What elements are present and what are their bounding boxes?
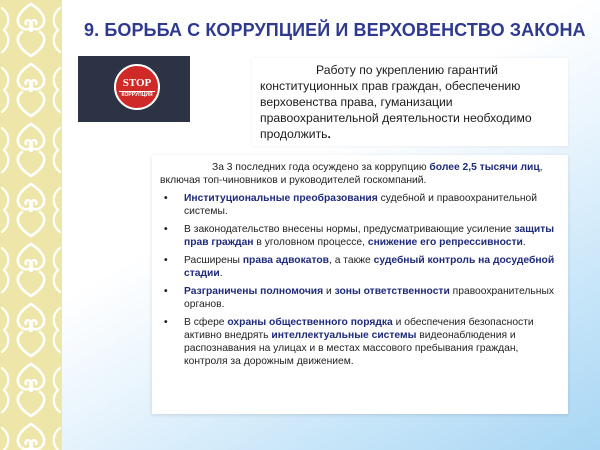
highlight-text: Институциональные преобразования	[184, 193, 378, 204]
body-text: .	[522, 237, 526, 248]
intro-text-box	[252, 58, 568, 146]
body-text: , а также	[329, 255, 374, 266]
list-item	[160, 254, 560, 280]
highlight-text: права адвокатов	[242, 255, 329, 266]
body-text: и обеспечения безопасности активно внедрять	[184, 317, 534, 341]
highlight-text: зоны ответственности	[334, 286, 450, 297]
main-content-box	[152, 155, 568, 414]
body-text: в уголовном процессе,	[253, 237, 368, 248]
highlight-text: судебный контроль на досудебной стадии	[184, 255, 555, 279]
stop-word: STOP	[122, 77, 152, 89]
bullet-icon: •	[164, 193, 168, 204]
body-text: видеонаблюдения и распознавания на улицах и в местах массового пребывания граждан, контроля за дорожным движением.	[184, 330, 519, 367]
highlight-text: снижение его репрессивности	[367, 237, 523, 248]
bullet-list	[160, 192, 560, 368]
stop-subtitle: КОРРУПЦИЯ	[119, 91, 155, 98]
body-text: Расширены	[184, 255, 243, 266]
body-text: правоохранительных органов.	[184, 286, 555, 310]
highlight-text: защиты прав граждан	[184, 224, 555, 248]
list-item	[160, 223, 560, 249]
lead-after: , включая топ-чиновников и руководителей госкомпаний.	[160, 162, 543, 186]
list-item	[160, 192, 560, 218]
lead-highlight: более 2,5 тысячи лиц	[429, 162, 540, 173]
body-text: судебной и правоохранительной системы.	[184, 193, 538, 217]
highlight-text: охраны общественного порядка	[227, 317, 393, 328]
stop-corruption-image	[78, 56, 190, 122]
bullet-icon: •	[164, 286, 168, 297]
intro-text: Работу по укреплению гарантий конституционных прав граждан, обеспечению верховенства права, гуманизации правоохранительной деятельности необходимо продолжить	[260, 63, 532, 141]
lead-before: За 3 последних года осуждено за коррупцию	[212, 162, 430, 173]
stop-corruption-badge-icon	[114, 64, 160, 110]
intro-end-mark: .	[327, 127, 331, 141]
body-text: В законодательство внесены нормы, предусматривающие усиление	[184, 224, 515, 235]
body-text: .	[219, 268, 223, 279]
highlight-text: Разграничены полномочия	[184, 286, 324, 297]
highlight-text: интеллектуальные системы	[271, 330, 417, 341]
bullet-icon: •	[164, 224, 168, 235]
lead-paragraph	[160, 161, 560, 187]
list-item	[160, 285, 560, 311]
ornament-band	[0, 0, 62, 450]
body-text: и	[323, 286, 335, 297]
page-title: 9. БОРЬБА С КОРРУПЦИЕЙ И ВЕРХОВЕНСТВО ЗАКОНА	[84, 20, 586, 40]
list-item	[160, 316, 560, 368]
bullet-icon: •	[164, 317, 168, 328]
bullet-icon: •	[164, 255, 168, 266]
body-text: В сфере	[184, 317, 228, 328]
kazakh-ornament-icon	[0, 0, 62, 450]
